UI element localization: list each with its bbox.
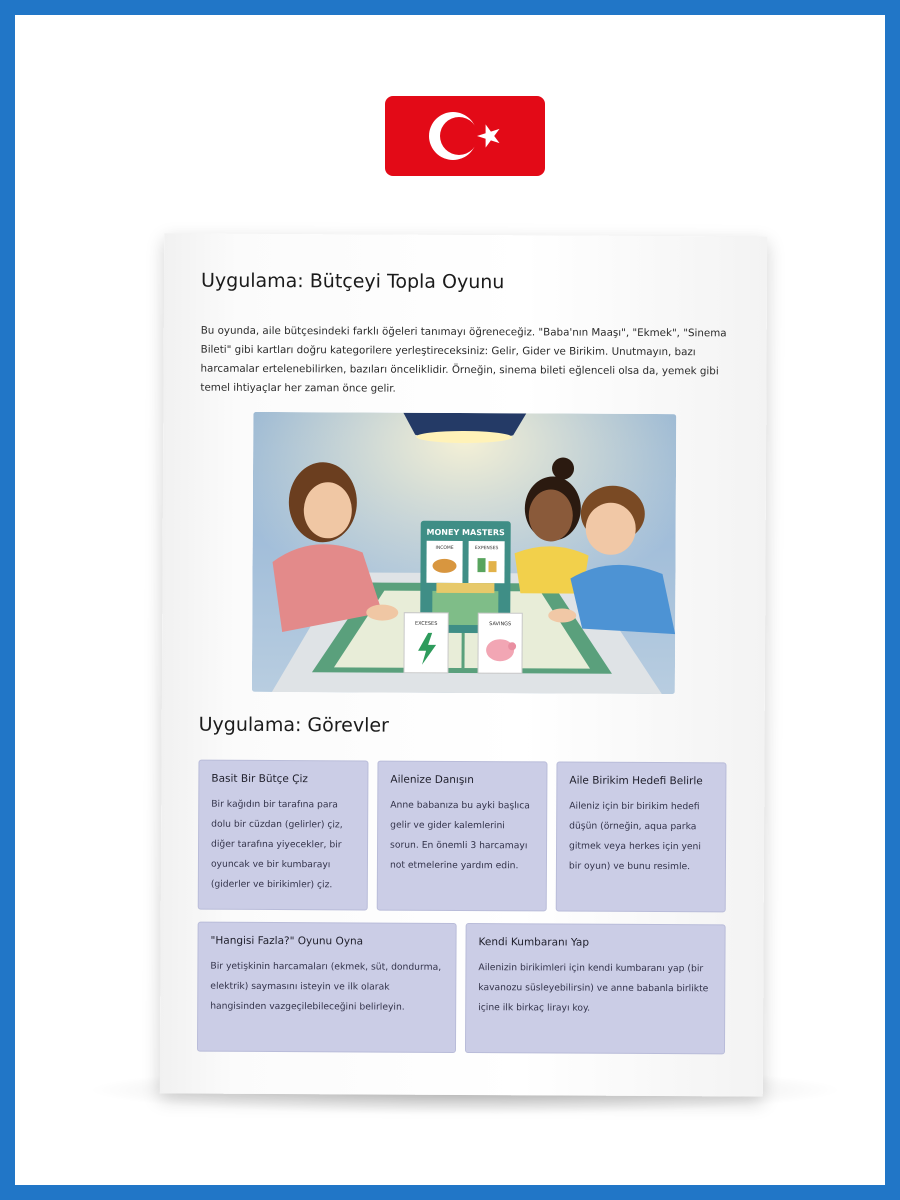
task-card <box>197 922 457 1053</box>
task-card-title: Aile Birikim Hedefi Belirle <box>569 774 703 788</box>
excess-card-label: EXCESES <box>415 620 438 627</box>
worksheet-title: Uygulama: Bütçeyi Topla Oyunu <box>200 269 505 294</box>
task-card <box>377 761 548 912</box>
task-card-text: Bir kağıdın bir tarafına para dolu bir cüzdan (gelirler) çiz, diğer tarafına yiyecekler, bir oyuncak ve bir kumbarayı (giderler ve birikimler) çiz. <box>210 798 343 891</box>
task-card-title: Basit Bir Bütçe Çiz <box>211 772 308 786</box>
task-card <box>556 761 727 912</box>
income-card-label: INCOME <box>435 545 454 551</box>
worksheet-page <box>160 233 767 1096</box>
task-card-text: Anne babanıza bu ayki başlıca gelir ve gider kalemlerini sorun. En önemli 3 harcamayı not etmelerine yardım edin. <box>389 799 530 872</box>
page-frame <box>15 15 885 1185</box>
task-card <box>198 760 369 911</box>
task-card-text: Bir yetişkinin harcamaları (ekmek, süt, dondurma, elektrik) saymasını isteyin ve ilk olarak hangisinden vazgeçilebileceğini belirleyin. <box>210 960 442 1013</box>
children-board-game-illustration <box>252 412 676 694</box>
savings-card-label: SAVINGS <box>489 621 512 628</box>
turkey-flag-icon <box>385 96 545 176</box>
task-card-title: "Hangisi Fazla?" Oyunu Oyna <box>210 934 364 948</box>
task-card-title: Ailenize Danışın <box>390 773 474 787</box>
expenses-card-label-top: EXPENSES <box>474 546 499 552</box>
tasks-title: Uygulama: Görevler <box>198 713 389 737</box>
task-card-text: Ailenizin birikimleri için kendi kumbaranı yap (bir kavanozu süsleyebilirsin) ve anne babanla birlikte içine ilk birkaç lirayı koy. <box>478 962 709 1014</box>
task-card-title: Kendi Kumbaranı Yap <box>478 936 590 949</box>
intro-paragraph: Bu oyunda, aile bütçesindeki farklı öğeleri tanımayı öğreneceğiz. "Baba'nın Maaşı", "Ekmek", "Sinema Bileti" gibi kartları doğru kategorilere yerleştireceksiniz: Gelir, Gider ve Birikim. Unutmayın, bazı harcamalar ertelenebilirken, bazıları önceliklidir. Örneğin, sinema bileti eğlenceli olsa da, yemek gibi temel ihtiyaçlar her zaman önce gelir. <box>200 324 727 395</box>
board-title: MONEY MASTERS <box>426 527 505 538</box>
task-card-text: Aileniz için bir birikim hedefi düşün (örneğin, aqua parka gitmek veya herkes için yeni bir oyun) ve bunu resimle. <box>568 800 701 873</box>
task-card <box>465 923 726 1054</box>
